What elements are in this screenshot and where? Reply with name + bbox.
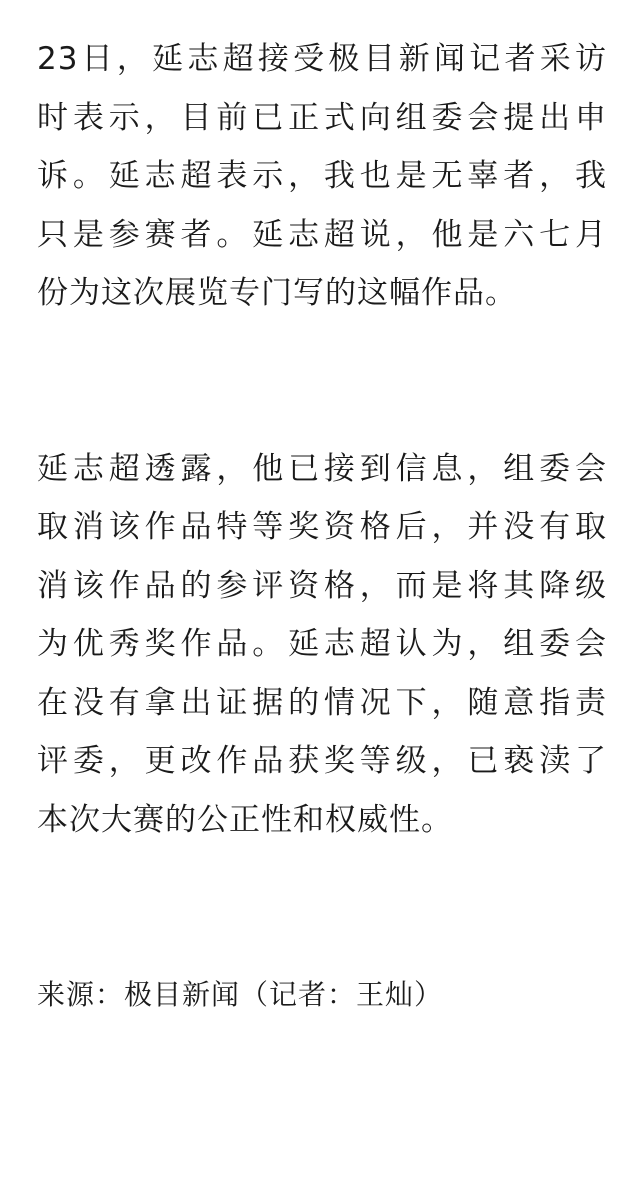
paragraph-line: 评委，更改作品获奖等级，已亵渎了 <box>37 743 607 779</box>
paragraph-line: 份为这次展览专门写的这幅作品。 <box>37 275 517 311</box>
paragraph-line: 取消该作品特等奖资格后，并没有取 <box>37 509 607 545</box>
paragraph-line: 本次大赛的公正性和权威性。 <box>37 801 453 838</box>
paragraph-line: 23日，延志超接受极目新闻记者采访 <box>37 41 607 77</box>
paragraph-line: 为优秀奖作品。延志超认为，组委会 <box>37 626 607 662</box>
paragraph-line: 在没有拿出证据的情况下，随意指责 <box>37 684 607 721</box>
paragraph-line: 时表示，目前已正式向组委会提出申 <box>37 99 607 136</box>
paragraph-2 <box>37 440 607 850</box>
paragraph-spacer <box>37 849 607 966</box>
paragraph-line: 消该作品的参评资格，而是将其降级 <box>37 567 607 604</box>
paragraph-line: 只是参赛者。延志超说，他是六七月 <box>37 216 607 253</box>
paragraph-line: 延志超透露，他已接到信息，组委会 <box>37 450 607 487</box>
source-attribution: 来源：极目新闻（记者：王灿） <box>37 978 444 1011</box>
paragraph-spacer <box>37 323 607 440</box>
article-body <box>37 30 607 1025</box>
paragraph-line: 诉。延志超表示，我也是无辜者，我 <box>37 158 607 194</box>
paragraph-1 <box>37 30 607 323</box>
